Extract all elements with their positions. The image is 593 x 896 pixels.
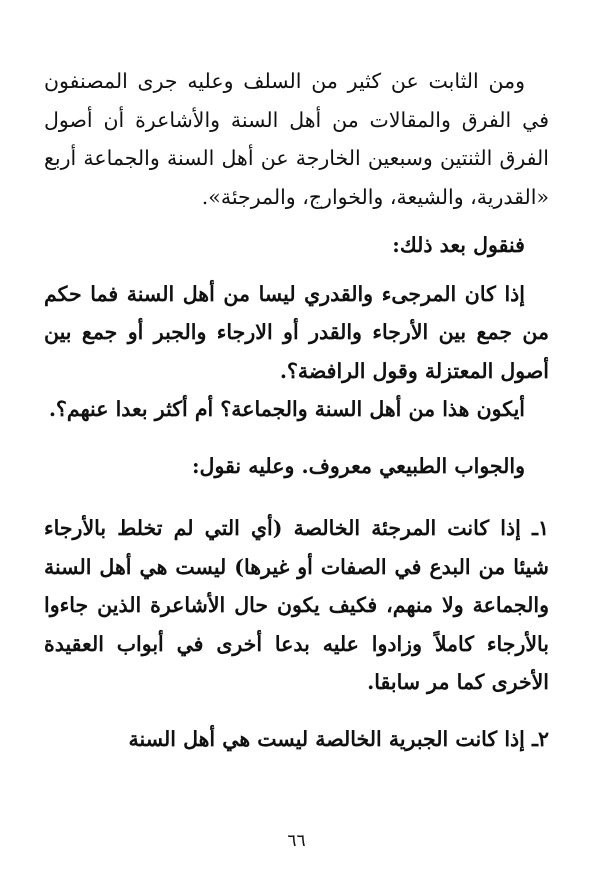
paragraph-question-2: أيكون هذا من أهل السنة والجماعة؟ أم أكثر بعدا عنهم؟. <box>48 397 525 421</box>
paragraph-then-we-say: فنقول بعد ذلك: <box>392 233 525 257</box>
paragraph-intro: ومن الثابت عن كثير من السلف وعليه جرى المصنفون في الفرق والمقالات من أهل السنة والأشاعرة أن أصول الفرق الثنتين وسبعين الخارجة عن أهل السنة والجماعة أربع «القدرية، والشيعة، والخوارج، والمرجئة». <box>44 69 549 209</box>
document-page <box>44 62 549 862</box>
page-number: ٦٦ <box>287 831 306 851</box>
paragraph-question-1: إذا كان المرجىء والقدري ليسا من أهل السنة فما حكم من جمع بين الأرجاء والقدر أو الارجاء والجبر أو جمع بين أصول المعتزلة وقول الرافضة؟. <box>44 281 549 383</box>
paragraph-point-2: ٢ـ إذا كانت الجبرية الخالصة ليست هي أهل السنة <box>128 726 549 751</box>
paragraph-answer: والجواب الطبيعي معروف. وعليه نقول: <box>191 453 525 478</box>
paragraph-point-1: ١ـ إذا كانت المرجئة الخالصة (أي التي لم تخلط بالأرجاء شيئا من البدع في الصفات أو غيرها) ليست هي أهل السنة والجماعة ولا منهم، فكيف يكون حال الأشاعرة الذين جاءوا بالأرجاء كاملاً وزادوا عليه بدعا أخرى في أبواب العقيدة الأخرى كما مر سابقا. <box>44 516 549 694</box>
